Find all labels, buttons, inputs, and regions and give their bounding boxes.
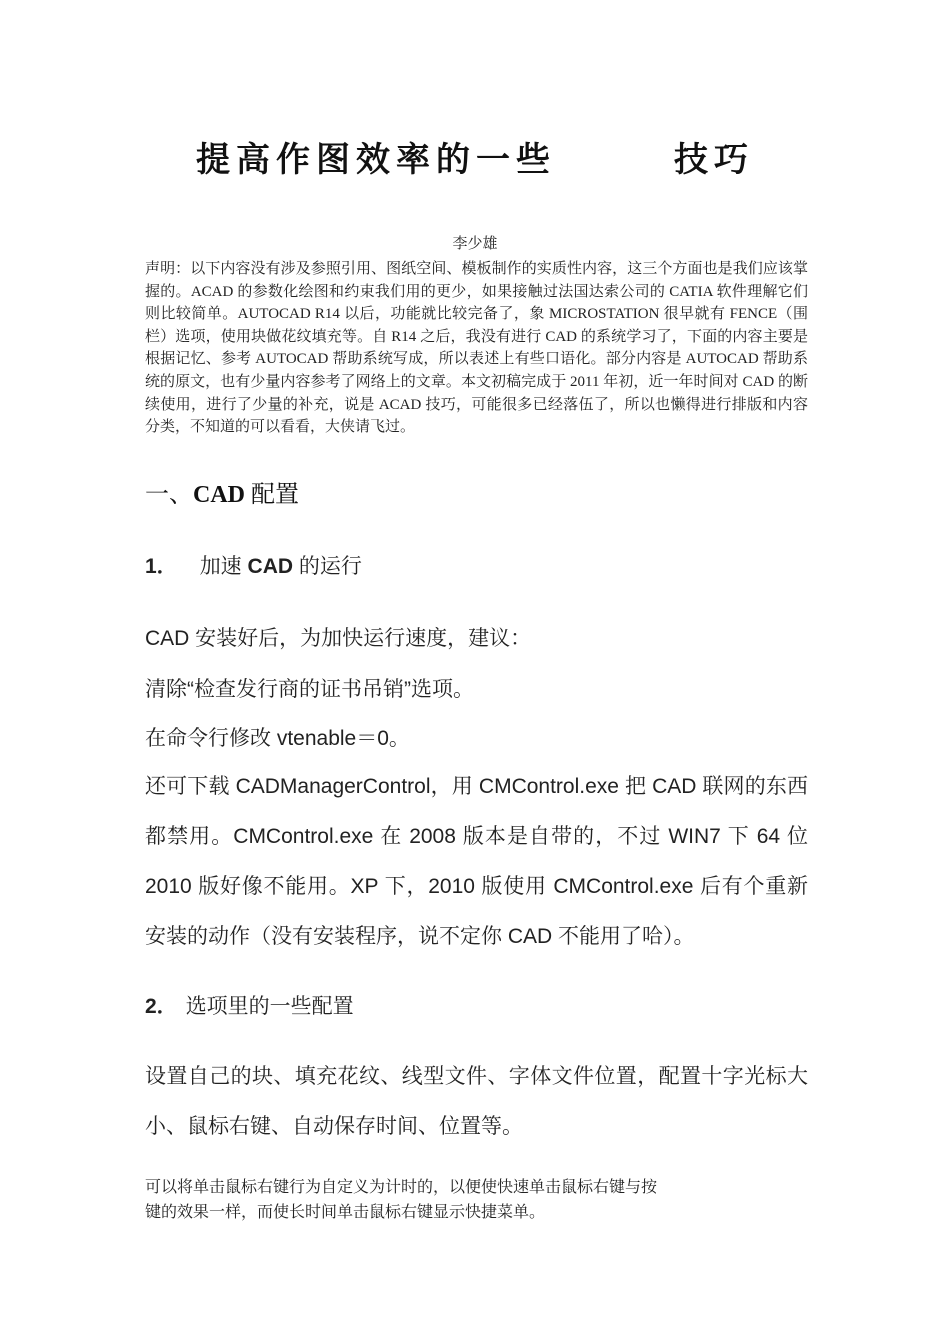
section-heading-cad-config (145, 474, 299, 509)
title-part2: 技巧 (674, 140, 754, 180)
subheading-pre: 加速 (199, 555, 248, 578)
section-prefix: 一、 (145, 482, 193, 508)
subheading-speed-up-cad (145, 550, 362, 580)
paragraph-cmcontrol: 还可下载 CADManagerControl，用 CMControl.exe 把 CAD 联网的东西都禁用。CMControl.exe 在 2008 版本是自带的，不过 WIN7 下 64 位 2010 版好像不能用。XP 下，2010 版使用 CMControl.exe 后有个重新安装的动作（没有安装程序，说不定你 CAD 不能用了哈）。 (145, 775, 808, 948)
subheading-post: 的运行 (293, 555, 362, 578)
document-title (0, 132, 950, 181)
paragraph-right-click-line2: 键的效果一样，而使长时间单击鼠标右键显示快捷菜单。 (145, 1204, 546, 1221)
paragraph-right-click (145, 1175, 765, 1225)
subheading-number: 1． (145, 555, 178, 578)
statement-paragraph: 声明：以下内容没有涉及参照引用、图纸空间、模板制作的实质性内容，这三个方面也是我们应该掌握的。ACAD 的参数化绘图和约束我们用的更少，如果接触过法国达索公司的 CATIA 软件理解它们则比较简单。AUTOCAD R14 以后，功能就比较完备了，象 MICROSTATION 很早就有 FENCE（围栏）选项，使用块做花纹填充等。自 R14 之后，我没有进行 CAD 的系统学习了，下面的内容主要是根据记忆、参考 AUTOCAD 帮助系统写成，所以表述上有些口语化。部分内容是 AUTOCAD 帮助系统的原文，也有少量内容参考了网络上的文章。本文初稿完成于 2011 年初，近一年时间对 CAD 的断续使用，进行了少量的补充，说是 ACAD 技巧，可能很多已经落伍了，所以也懒得进行排版和内容分类，不知道的可以看看，大侠请飞过。 (145, 261, 809, 436)
paragraph-options-settings: 设置自己的块、填充花纹、线型文件、字体文件位置，配置十字光标大小、鼠标右键、自动保存时间、位置等。 (145, 1065, 808, 1138)
subheading-number: 2． (145, 995, 178, 1018)
paragraph-certificate-option: 清除“检查发行商的证书吊销”选项。 (145, 678, 474, 701)
paragraph-vtenable: 在命令行修改 vtenable＝0。 (145, 727, 410, 750)
subheading-text: 选项里的一些配置 (185, 995, 354, 1018)
title-part1: 提高作图效率的一些 (196, 140, 556, 180)
section-bold: CAD (193, 482, 245, 508)
paragraph-right-click-line1: 可以将单击鼠标右键行为自定义为计时的，以便使快速单击鼠标右键与按 (145, 1179, 658, 1196)
author-name: 李少雄 (452, 236, 498, 252)
subheading-options-config (145, 990, 354, 1020)
section-suffix: 配置 (245, 482, 299, 508)
paragraph-install-advice: CAD 安装好后，为加快运行速度，建议： (145, 627, 532, 650)
subheading-bold: CAD (247, 555, 294, 578)
